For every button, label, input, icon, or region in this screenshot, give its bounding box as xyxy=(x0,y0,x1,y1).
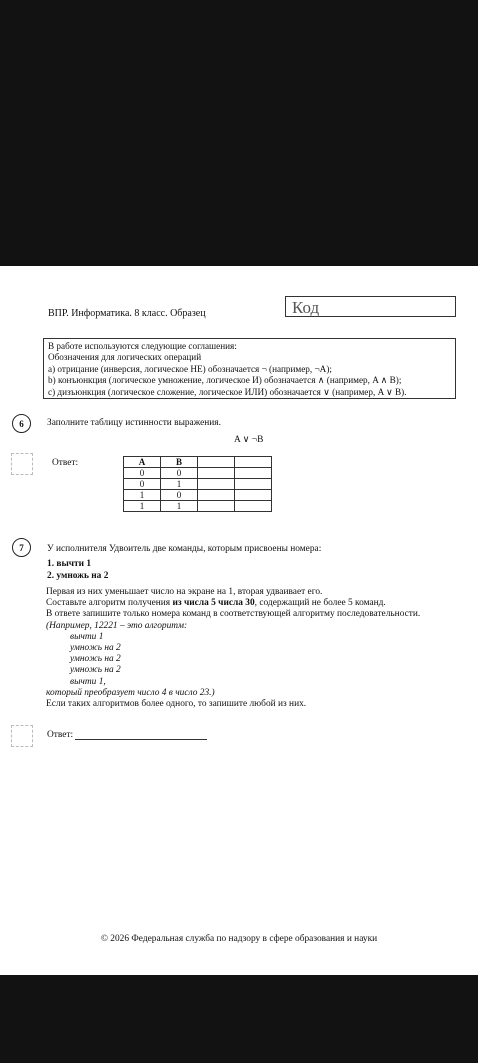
truth-table-cell[interactable] xyxy=(198,490,235,501)
truth-table-cell: 0 xyxy=(161,468,198,479)
task-emphasis: из числа 5 числа 30 xyxy=(172,598,255,609)
question-6-answer-box[interactable] xyxy=(11,453,33,475)
bottom-dark-band xyxy=(0,975,478,1063)
truth-table-cell[interactable] xyxy=(235,479,272,490)
conventions-line: b) конъюнкция (логическое умножение, логическое И) обозначается ∧ (например, A ∧ B); xyxy=(48,375,402,386)
truth-table-cell: 1 xyxy=(124,501,161,512)
example-algorithm-step: вычти 1 xyxy=(70,631,104,642)
question-7-answer-row xyxy=(47,730,207,740)
truth-table-row xyxy=(124,501,272,512)
question-6-number: 6 xyxy=(12,414,31,433)
question-7-paragraph: Первая из них уменьшает число на экране на 1, вторая удваивает его. xyxy=(46,587,323,597)
truth-table-cell[interactable] xyxy=(235,501,272,512)
conventions-box xyxy=(43,338,456,399)
truth-table-cell: 0 xyxy=(124,479,161,490)
truth-table-cell: 0 xyxy=(124,468,161,479)
question-6-expression: A ∨ ¬B xyxy=(234,435,264,445)
truth-table-header: B xyxy=(161,457,198,468)
truth-table-cell: 0 xyxy=(161,490,198,501)
task-text: Составьте алгоритм получения xyxy=(46,598,173,609)
top-dark-band xyxy=(0,0,478,266)
question-7-paragraph: В ответе запишите только номера команд в соответствующей алгоритму последовательности. xyxy=(46,609,421,620)
code-box[interactable] xyxy=(285,296,456,317)
command-1: 1. вычти 1 xyxy=(47,559,92,569)
example-intro: (Например, 12221 – это алгоритм: xyxy=(46,620,188,631)
truth-table-header: A xyxy=(124,457,161,468)
conventions-line: c) дизъюнкция (логическое сложение, логическое ИЛИ) обозначается ∨ (например, A ∨ B). xyxy=(48,386,407,397)
conventions-line: Обозначения для логических операций xyxy=(48,352,202,363)
truth-table-cell: 1 xyxy=(161,479,198,490)
example-algorithm-step: умножь на 2 xyxy=(70,665,121,676)
truth-table-cell: 1 xyxy=(124,490,161,501)
example-algorithm-step: умножь на 2 xyxy=(70,643,121,654)
truth-table-row xyxy=(124,479,272,490)
page-header-title: ВПР. Информатика. 8 класс. Образец xyxy=(48,308,206,319)
question-7-body xyxy=(46,587,454,710)
example-algorithm-step: умножь на 2 xyxy=(70,654,121,665)
question-7-answer-box[interactable] xyxy=(11,725,33,747)
code-label: Код xyxy=(292,298,320,317)
truth-table-cell[interactable] xyxy=(198,501,235,512)
truth-table-row xyxy=(124,468,272,479)
example-algorithm-step: вычти 1, xyxy=(70,676,106,687)
truth-table-header[interactable] xyxy=(235,457,272,468)
truth-table-header[interactable] xyxy=(198,457,235,468)
truth-table xyxy=(123,456,272,512)
truth-table-row xyxy=(124,490,272,501)
command-2: 2. умножь на 2 xyxy=(47,571,109,581)
conventions-line: В работе используются следующие соглашения: xyxy=(48,341,237,351)
truth-table-cell[interactable] xyxy=(235,490,272,501)
question-7-answer-label: Ответ: xyxy=(47,730,74,740)
question-6-answer-label: Ответ: xyxy=(52,458,79,468)
page-footer: © 2026 Федеральная служба по надзору в сфере образования и науки xyxy=(100,934,378,944)
truth-table-cell: 1 xyxy=(161,501,198,512)
question-7-number: 7 xyxy=(12,538,31,557)
answer-line[interactable] xyxy=(75,730,207,740)
conventions-line: a) отрицание (инверсия, логическое НЕ) обозначается ¬ (например, ¬A); xyxy=(48,363,332,374)
truth-table-cell[interactable] xyxy=(198,468,235,479)
question-7-task xyxy=(46,598,454,609)
truth-table-cell[interactable] xyxy=(235,468,272,479)
document-page xyxy=(0,266,478,975)
question-6-text: Заполните таблицу истинности выражения. xyxy=(47,418,221,428)
example-result: который преобразует число 4 в число 23.) xyxy=(46,687,215,698)
question-7-intro: У исполнителя Удвоитель две команды, которым присвоены номера: xyxy=(47,544,322,554)
truth-table-cell[interactable] xyxy=(198,479,235,490)
task-text: , содержащий не более 5 команд. xyxy=(254,598,386,609)
question-7-paragraph: Если таких алгоритмов более одного, то запишите любой из них. xyxy=(46,699,307,710)
truth-table-header-row xyxy=(124,457,272,468)
